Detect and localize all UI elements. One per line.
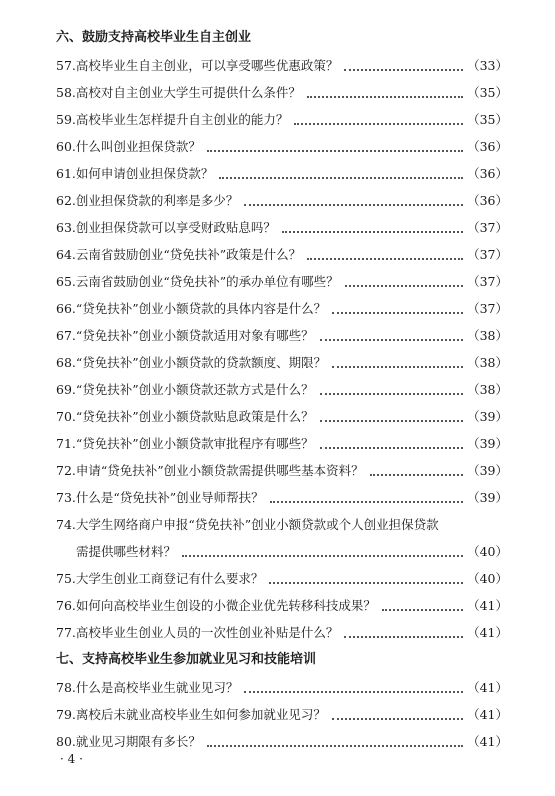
toc-entry[interactable] [56, 619, 508, 646]
toc-leader-dots [320, 420, 463, 422]
toc-entry-number: 73. [56, 490, 76, 505]
toc-entry-74-line1 [56, 511, 508, 538]
toc-entry-page: （33） [467, 58, 508, 73]
toc-entry[interactable] [56, 214, 508, 241]
toc-entry-page: （38） [467, 382, 508, 397]
toc-entry-number: 70. [56, 409, 76, 424]
toc-entry-title: 创业担保贷款可以享受财政贴息吗？ [75, 220, 276, 235]
toc-leader-dots [182, 555, 463, 557]
toc-entry-number: 74. [56, 517, 76, 532]
toc-entry[interactable] [56, 106, 508, 133]
toc-leader-dots [344, 69, 463, 71]
toc-leader-dots [332, 718, 463, 720]
toc-entry-page: （36） [467, 193, 508, 208]
toc-leader-dots [307, 96, 463, 98]
toc-entry-number: 65. [56, 274, 76, 289]
section-heading-7: 七、支持高校毕业生参加就业见习和技能培训 [56, 652, 317, 667]
toc-entry-page: （39） [467, 490, 508, 505]
toc-entry-page: （41） [467, 680, 508, 695]
toc-entry-number: 67. [56, 328, 76, 343]
toc-entry-number: 62. [56, 193, 76, 208]
section-heading-6: 六、鼓励支持高校毕业生自主创业 [56, 30, 252, 45]
toc-entry-page: （35） [467, 85, 508, 100]
toc-entry-title: 离校后未就业高校毕业生如何参加就业见习？ [75, 707, 326, 722]
toc-entry-title: “贷免扶补”创业小额贷款的具体内容是什么？ [75, 301, 327, 316]
toc-entry-page: （37） [467, 220, 508, 235]
toc-entry[interactable] [56, 187, 508, 214]
toc-entry[interactable] [56, 430, 508, 457]
toc-entry-number: 61. [56, 166, 76, 181]
toc-entry-title: 就业见习期限有多长？ [75, 734, 201, 749]
toc-leader-dots [207, 150, 463, 152]
toc-entry-number: 79. [56, 707, 76, 722]
toc-entry[interactable] [56, 376, 508, 403]
toc-entry-title: 什么是“贷免扶补”创业导师帮扶？ [75, 490, 264, 505]
toc-entry-title: 高校对自主创业大学生可提供什么条件？ [75, 85, 301, 100]
toc-list-section-6-continued [56, 565, 508, 646]
toc-entry-page: （38） [467, 355, 508, 370]
toc-entry[interactable] [56, 322, 508, 349]
toc-entry-number: 68. [56, 355, 76, 370]
toc-entry-title: 大学生创业工商登记有什么要求？ [75, 571, 264, 586]
toc-entry-74-line2 [56, 538, 508, 565]
toc-leader-dots [294, 123, 463, 125]
toc-entry-number: 80. [56, 734, 76, 749]
toc-entry-page: （41） [467, 625, 508, 640]
toc-leader-dots [282, 231, 463, 233]
toc-leader-dots [370, 474, 463, 476]
toc-entry[interactable] [56, 674, 508, 701]
toc-entry-page: （40） [467, 571, 508, 586]
toc-entry[interactable] [56, 160, 508, 187]
toc-entry-page: （39） [467, 463, 508, 478]
toc-leader-dots [345, 285, 463, 287]
toc-entry[interactable] [56, 457, 508, 484]
toc-entry-number: 71. [56, 436, 76, 451]
toc-entry-page: （40） [467, 544, 508, 559]
toc-entry-title: 高校毕业生创业人员的一次性创业补贴是什么？ [75, 625, 339, 640]
toc-entry[interactable] [56, 295, 508, 322]
toc-leader-dots [207, 745, 463, 747]
toc-entry[interactable] [56, 565, 508, 592]
toc-leader-dots [320, 393, 463, 395]
toc-entry[interactable] [56, 484, 508, 511]
toc-entry[interactable] [56, 728, 508, 755]
toc-entry-title: 如何向高校毕业生创设的小微企业优先转移科技成果？ [75, 598, 376, 613]
toc-entry-number: 60. [56, 139, 76, 154]
toc-entry-number: 78. [56, 680, 76, 695]
toc-entry-page: （39） [467, 436, 508, 451]
toc-entry-page: （35） [467, 112, 508, 127]
toc-entry-title: 高校毕业生自主创业，可以享受哪些优惠政策？ [75, 58, 339, 73]
toc-page [56, 24, 508, 755]
toc-entry-title: “贷免扶补”创业小额贷款适用对象有哪些？ [75, 328, 314, 343]
toc-entry-title: 申请“贷免扶补”创业小额贷款需提供哪些基本资料？ [75, 463, 364, 478]
toc-entry-page: （37） [467, 301, 508, 316]
toc-entry-number: 59. [56, 112, 76, 127]
toc-leader-dots [320, 447, 463, 449]
toc-entry-title: 什么是高校毕业生就业见习？ [75, 680, 239, 695]
toc-entry-title: “贷免扶补”创业小额贷款的贷款额度、期限？ [75, 355, 327, 370]
toc-list-section-6 [56, 52, 508, 511]
toc-leader-dots [270, 501, 463, 503]
toc-entry[interactable] [56, 701, 508, 728]
toc-entry-number: 57. [56, 58, 76, 73]
toc-leader-dots [332, 366, 463, 368]
toc-leader-dots [219, 177, 463, 179]
toc-entry[interactable] [56, 268, 508, 295]
page-number: · 4 · [60, 752, 83, 766]
toc-entry-number: 66. [56, 301, 76, 316]
toc-entry-number: 77. [56, 625, 76, 640]
toc-entry-page: （41） [467, 734, 508, 749]
toc-entry-page: （41） [467, 598, 508, 613]
toc-entry-number: 64. [56, 247, 76, 262]
toc-entry-title-continued: 需提供哪些材料？ [76, 544, 177, 559]
toc-entry-title: 大学生网络商户申报“贷免扶补”创业小额贷款或个人创业担保贷款 [75, 517, 439, 532]
toc-entry[interactable] [56, 79, 508, 106]
toc-leader-dots [244, 204, 463, 206]
toc-leader-dots [269, 582, 463, 584]
toc-entry-number: 69. [56, 382, 76, 397]
toc-entry-number: 76. [56, 598, 76, 613]
toc-entry[interactable] [56, 349, 508, 376]
toc-leader-dots [332, 312, 463, 314]
toc-entry-number: 72. [56, 463, 76, 478]
toc-entry-title: 什么叫创业担保贷款？ [75, 139, 201, 154]
toc-entry-title: “贷免扶补”创业小额贷款还款方式是什么？ [75, 382, 314, 397]
toc-entry-title: 创业担保贷款的利率是多少？ [75, 193, 239, 208]
toc-leader-dots [382, 609, 463, 611]
toc-entry[interactable] [56, 592, 508, 619]
toc-leader-dots [307, 258, 463, 260]
toc-leader-dots [244, 691, 463, 693]
toc-leader-dots [320, 339, 463, 341]
toc-entry-title: “贷免扶补”创业小额贷款贴息政策是什么？ [75, 409, 314, 424]
toc-entry-page: （39） [467, 409, 508, 424]
toc-entry-title: 云南省鼓励创业“贷免扶补”政策是什么？ [75, 247, 302, 262]
toc-entry-page: （37） [467, 274, 508, 289]
toc-entry-number: 75. [56, 571, 76, 586]
toc-entry-title: 如何申请创业担保贷款？ [75, 166, 214, 181]
toc-entry-title: 高校毕业生怎样提升自主创业的能力？ [75, 112, 289, 127]
toc-entry-page: （36） [467, 139, 508, 154]
toc-entry-number: 58. [56, 85, 76, 100]
toc-entry-page: （38） [467, 328, 508, 343]
toc-entry-page: （37） [467, 247, 508, 262]
toc-entry[interactable] [56, 133, 508, 160]
toc-entry[interactable] [56, 403, 508, 430]
toc-entry-74[interactable] [56, 511, 508, 565]
toc-entry-page: （36） [467, 166, 508, 181]
toc-entry-page: （41） [467, 707, 508, 722]
toc-leader-dots [344, 636, 463, 638]
toc-entry[interactable] [56, 52, 508, 79]
toc-list-section-7 [56, 674, 508, 755]
toc-entry[interactable] [56, 241, 508, 268]
toc-entry-number: 63. [56, 220, 76, 235]
toc-entry-title: 云南省鼓励创业“贷免扶补”的承办单位有哪些？ [75, 274, 339, 289]
toc-entry-title: “贷免扶补”创业小额贷款审批程序有哪些？ [75, 436, 314, 451]
